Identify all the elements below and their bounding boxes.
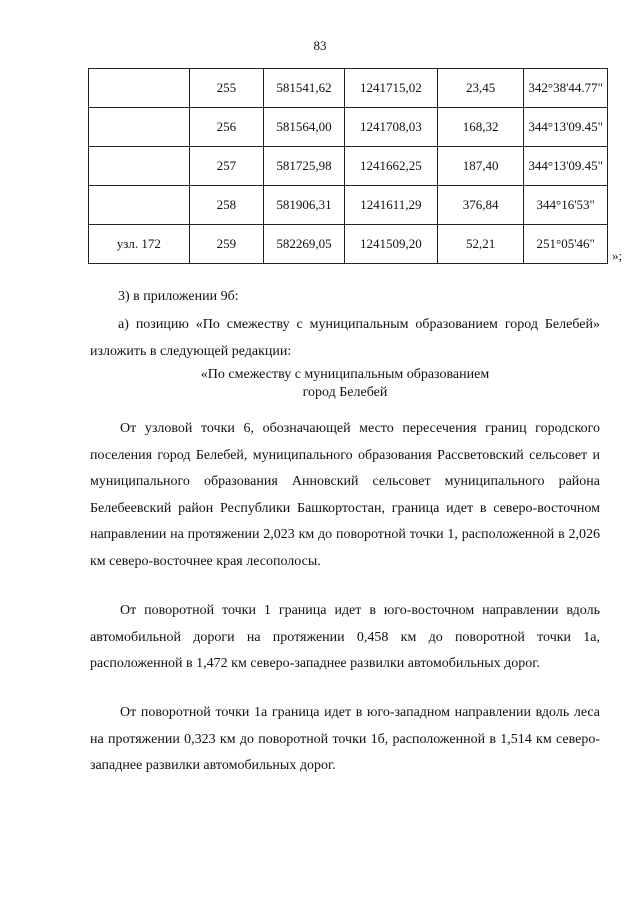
x-coordinate-cell: 581541,62 bbox=[264, 69, 345, 108]
angle-cell: 344°13'09.45" bbox=[524, 108, 608, 147]
page-number: 83 bbox=[313, 38, 327, 53]
point-cell: 257 bbox=[189, 147, 264, 186]
table-row bbox=[89, 147, 608, 186]
point-cell: 256 bbox=[189, 108, 264, 147]
amendment-subitem-a: а) позицию «По смежеству с муниципальным образованием город Белебей» изложить в следующей редакции: bbox=[90, 317, 600, 359]
y-coordinate-cell: 1241708,03 bbox=[344, 108, 437, 147]
point-cell: 255 bbox=[189, 69, 264, 108]
distance-cell: 376,84 bbox=[437, 186, 524, 225]
angle-cell: 342°38'44.77" bbox=[524, 69, 608, 108]
node-cell bbox=[89, 69, 190, 108]
distance-cell: 23,45 bbox=[437, 69, 524, 108]
x-coordinate-cell: 581564,00 bbox=[264, 108, 345, 147]
table-closing-quote: »; bbox=[612, 248, 623, 263]
table-row bbox=[89, 69, 608, 108]
table-row bbox=[89, 186, 608, 225]
y-coordinate-cell: 1241509,20 bbox=[344, 225, 437, 264]
distance-cell: 187,40 bbox=[437, 147, 524, 186]
coordinates-table bbox=[88, 68, 608, 264]
boundary-paragraph-1: От узловой точки 6, обозначающей место пересечения границ городского поселения город Белебей, муниципального образования Рассветовский сельсовет и муниципального образования Анновский сельсовет муниципального района Белебеевский район Республики Башкортостан, граница идет в северо-восточном направлении на протяжении 2,023 км до поворотной точки 1, расположенной в 2,026 км северо-восточнее края лесополосы. bbox=[90, 421, 600, 569]
table-row bbox=[89, 108, 608, 147]
node-cell bbox=[89, 186, 190, 225]
angle-cell: 251°05'46" bbox=[524, 225, 608, 264]
node-cell bbox=[89, 147, 190, 186]
boundary-paragraph-2: От поворотной точки 1 граница идет в юго-восточном направлении вдоль автомобильной дороги на протяжении 0,458 км до поворотной точки 1а, расположенной в 1,472 км северо-западнее развилки автомобильных дорог. bbox=[90, 603, 600, 671]
angle-cell: 344°13'09.45" bbox=[524, 147, 608, 186]
node-cell: узл. 172 bbox=[89, 225, 190, 264]
y-coordinate-cell: 1241662,25 bbox=[344, 147, 437, 186]
section-heading-line-1: «По смежеству с муниципальным образованием bbox=[200, 367, 490, 382]
angle-cell: 344°16'53" bbox=[524, 186, 608, 225]
x-coordinate-cell: 582269,05 bbox=[264, 225, 345, 264]
y-coordinate-cell: 1241715,02 bbox=[344, 69, 437, 108]
x-coordinate-cell: 581906,31 bbox=[264, 186, 345, 225]
y-coordinate-cell: 1241611,29 bbox=[344, 186, 437, 225]
section-heading bbox=[90, 366, 600, 402]
distance-cell: 168,32 bbox=[437, 108, 524, 147]
distance-cell: 52,21 bbox=[437, 225, 524, 264]
point-cell: 259 bbox=[189, 225, 264, 264]
point-cell: 258 bbox=[189, 186, 264, 225]
amendment-item-3: 3) в приложении 9б: bbox=[118, 289, 239, 304]
section-heading-line-2: город Белебей bbox=[302, 385, 388, 400]
boundary-paragraph-3: От поворотной точки 1а граница идет в юго-западном направлении вдоль леса на протяжении 0,323 км до поворотной точки 1б, расположенной в 1,514 км северо-западнее развилки автомобильных дорог. bbox=[90, 705, 600, 773]
table-row bbox=[89, 225, 608, 264]
node-cell bbox=[89, 108, 190, 147]
x-coordinate-cell: 581725,98 bbox=[264, 147, 345, 186]
